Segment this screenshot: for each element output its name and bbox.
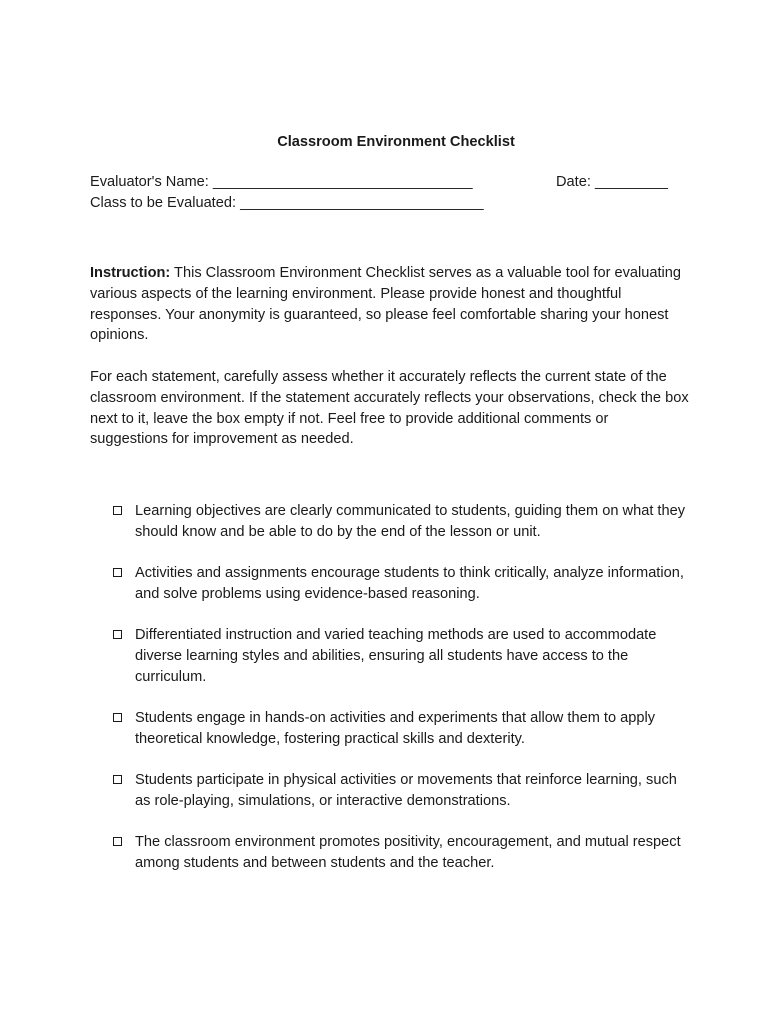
- class-evaluated-blank[interactable]: ______________________________: [240, 195, 484, 211]
- date-field[interactable]: [556, 172, 668, 192]
- checklist-item-text: Students participate in physical activities or movements that reinforce learning, such as role-playing, simulations, or interactive demonstrations.: [135, 772, 677, 809]
- checkbox[interactable]: [113, 506, 122, 515]
- instruction-paragraph: [90, 263, 690, 346]
- date-label: Date:: [556, 174, 591, 190]
- checklist-item: [113, 832, 693, 874]
- checklist-item-text: Differentiated instruction and varied teaching methods are used to accommodate diverse learning styles and abilities, ensuring all students have access to the curriculum.: [135, 627, 657, 685]
- checkbox[interactable]: [113, 775, 122, 784]
- page-title: Classroom Environment Checklist: [277, 134, 515, 150]
- checklist-item-text: Activities and assignments encourage students to think critically, analyze information, and solve problems using evidence-based reasoning.: [135, 565, 684, 602]
- date-blank[interactable]: _________: [594, 174, 669, 190]
- assessment-paragraph: For each statement, carefully assess whether it accurately reflects the current state of the classroom environment. If the statement accurately reflects your observations, check the box next to it, leave the box empty if not. Feel free to provide additional comments or suggestions for improvement as needed.: [90, 369, 689, 448]
- class-evaluated-label: Class to be Evaluated:: [90, 195, 237, 211]
- checklist-item: [113, 563, 693, 605]
- checkbox[interactable]: [113, 837, 122, 846]
- checklist-item-text: Learning objectives are clearly communicated to students, guiding them on what they should know and be able to do by the end of the lesson or unit.: [135, 503, 686, 540]
- evaluator-name-blank[interactable]: ________________________________: [212, 174, 473, 190]
- checklist-item: [113, 625, 693, 687]
- checklist-item: [113, 708, 693, 750]
- evaluator-name-field[interactable]: [90, 172, 473, 192]
- checkbox[interactable]: [113, 713, 122, 722]
- checklist-item-text: The classroom environment promotes positivity, encouragement, and mutual respect among students and between students and the teacher.: [135, 834, 681, 871]
- checklist-item: [113, 501, 693, 543]
- instruction-label: Instruction:: [90, 265, 171, 281]
- evaluator-name-label: Evaluator's Name:: [90, 174, 209, 190]
- checkbox[interactable]: [113, 630, 122, 639]
- checklist-item: [113, 770, 693, 812]
- checklist-item-text: Students engage in hands-on activities and experiments that allow them to apply theoretical knowledge, fostering practical skills and dexterity.: [135, 710, 656, 747]
- class-evaluated-field[interactable]: [90, 193, 484, 213]
- instruction-text: This Classroom Environment Checklist serves as a valuable tool for evaluating various aspects of the learning environment. Please provide honest and thoughtful responses. Your anonymity is guaranteed, so please feel comfortable sharing your honest opinions.: [90, 265, 682, 344]
- checkbox[interactable]: [113, 568, 122, 577]
